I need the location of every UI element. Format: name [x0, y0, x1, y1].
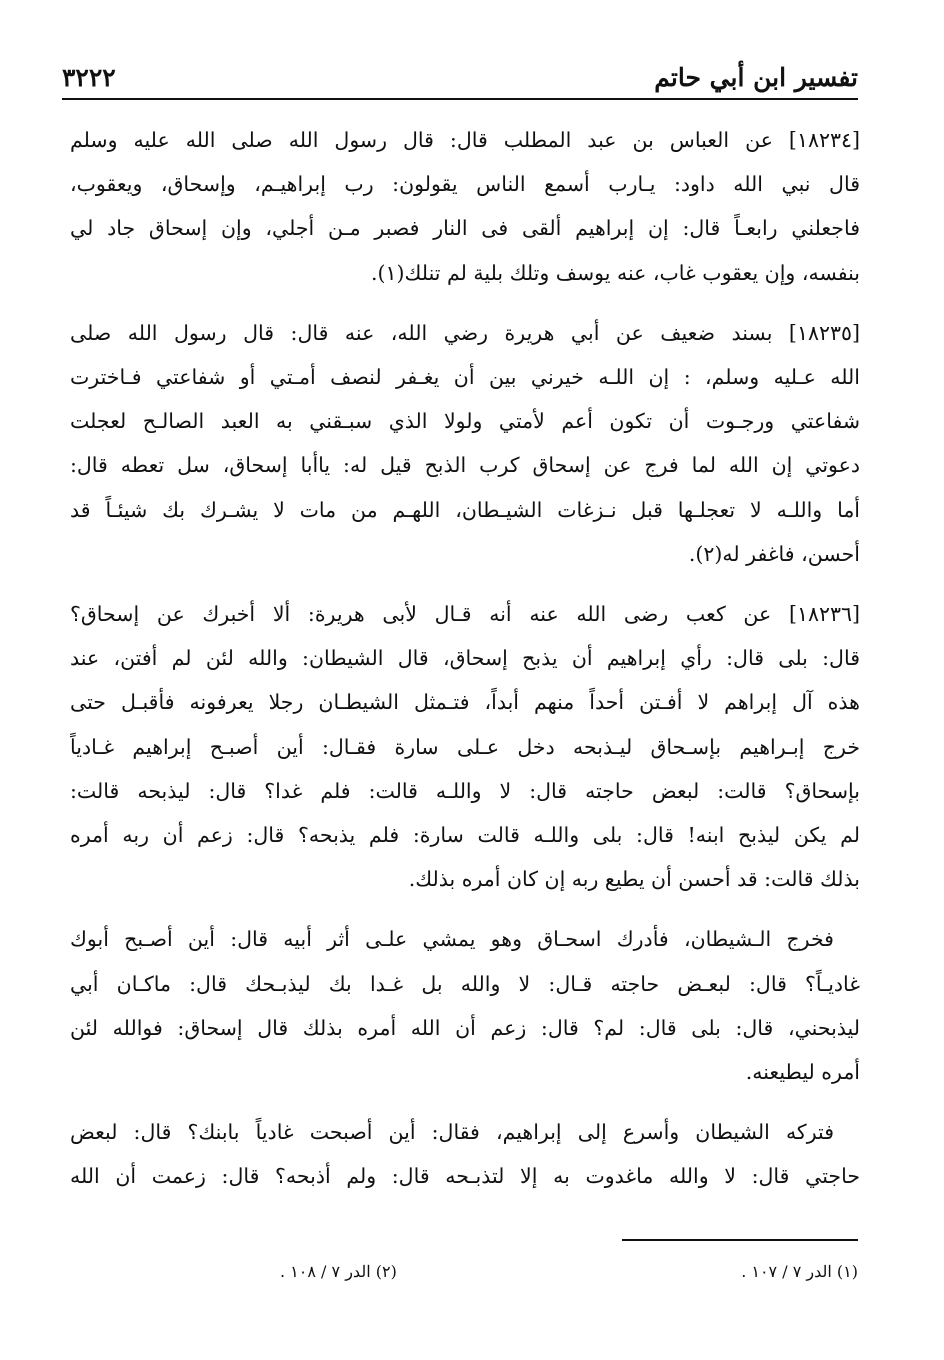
text-line: قال نبي الله داود: يـارب أسمع الناس يقولون: رب إبراهيـم، وإسحاق، ويعقوب،: [70, 172, 860, 197]
page-header: [62, 52, 858, 100]
text-line: [١٨٢٣٦] عن كعب رضى الله عنه أنه قـال لأبى هريرة: ألا أخبرك عن إسحاق؟: [70, 602, 860, 627]
text-line: هذه آل إبراهم لا أفـتن أحداً منهم أبداً، فتـمثل الشيطـان رجلا يعرفونه فأقبـل حتى: [70, 690, 860, 715]
text-line: الله عـليه وسلم، : إن اللـه خيرني بين أن يغـفر لنصف أمـتي أو شفاعتي فـاخترت: [70, 365, 860, 390]
text-line: أحسن، فاغفر له(٢).: [688, 541, 860, 566]
footnotes: [280, 1262, 858, 1281]
text-line: أما واللـه لا تعجلـها قبل نـزغات الشيـطان، اللهـم من مات لا يشـرك بك شيئـاً قد: [70, 497, 860, 522]
page-body: [70, 118, 860, 1215]
text-line: [١٨٢٣٤] عن العباس بن عبد المطلب قال: قال رسول الله صلى الله عليه وسلم: [70, 128, 860, 152]
text-line: بنفسه، وإن يعقوب غاب، عنه يوسف وتلك بلية لم تنلك(١).: [370, 260, 860, 285]
text-line: غاديـاً؟ قال: لبعـض حاجته قـال: لا والله بل غـدا بك ليذبـحك قال: ماكـان أبي: [70, 971, 860, 996]
paragraph: [70, 1110, 860, 1198]
text-line: بذلك قالت: قد أحسن أن يطيع ربه إن كان أمره بذلك.: [408, 867, 860, 892]
text-line: فتركه الشيطان وأسرع إلى إبراهيم، فقال: أين أصبحت غادياً بابنك؟ قال: لبعض: [70, 1120, 834, 1145]
paragraph: [70, 311, 860, 576]
text-line: لم يكن ليذبح ابنه! قال: بلى واللـه قالت سارة: فلم يذبحه؟ قال: زعم أن ربه أمره: [70, 823, 860, 848]
book-title: تفسير ابن أبي حاتم: [654, 63, 858, 92]
text-line: خرج إبـراهيم بإسـحاق ليـذبحه دخل عـلى سارة فقـال: أين أصبـح إبراهيم غـادياً: [70, 734, 860, 759]
text-line: فخرج الـشيطان، فأدرك اسحـاق وهو يمشي علـى أثر أبيه قال: أين أصـبح أبوك: [70, 927, 834, 952]
text-line: حاجتي قال: لا والله ماغدوت به إلا لتذبـحه قال: ولم أذبحه؟ قال: زعمت أن الله: [70, 1164, 860, 1189]
text-line: فاجعلني رابعـاً قال: إن إبراهيم ألقى فى النار فصبر مـن أجلي، وإن إسحاق جاد لي: [70, 216, 860, 241]
text-line: قال: بلى قال: رأي إبراهيم أن يذبح إسحاق، قال الشيطان: والله لئن لم أفتن، عند: [70, 646, 860, 671]
paragraph: [70, 917, 860, 1094]
paragraph: [70, 592, 860, 901]
text-line: [١٨٢٣٥] بسند ضعيف عن أبي هريرة رضي الله، عنه قال: قال رسول الله صلى: [70, 320, 860, 345]
text-line: دعوتي إن الله لما فرج عن إسحاق كرب الذبح قيل له: ياأبا إسحاق، سل تعطه قال:: [70, 453, 860, 478]
footnote-2: (٢) الدر ٧ / ١٠٨ .: [280, 1262, 397, 1281]
text-line: شفاعتي ورجـوت أن تكون أعم لأمتي ولولا الذي سبـقني به العبد الصالـح لعجلت: [70, 409, 860, 434]
text-line: أمره ليطيعنه.: [745, 1060, 860, 1085]
text-line: بإسحاق؟ قالت: لبعض حاجته قال: لا واللـه قالت: فلم غدا؟ قال: ليذبحه قالت:: [70, 778, 860, 803]
paragraph: [70, 118, 860, 295]
footnote-divider: [622, 1239, 858, 1241]
footnote-1: (١) الدر ٧ / ١٠٧ .: [741, 1262, 858, 1281]
page-number: ٣٢٢٢: [62, 63, 116, 92]
text-line: ليذبحني، قال: بلى قال: لم؟ قال: زعم أن الله أمره بذلك قال إسحاق: فوالله لئن: [70, 1015, 860, 1040]
